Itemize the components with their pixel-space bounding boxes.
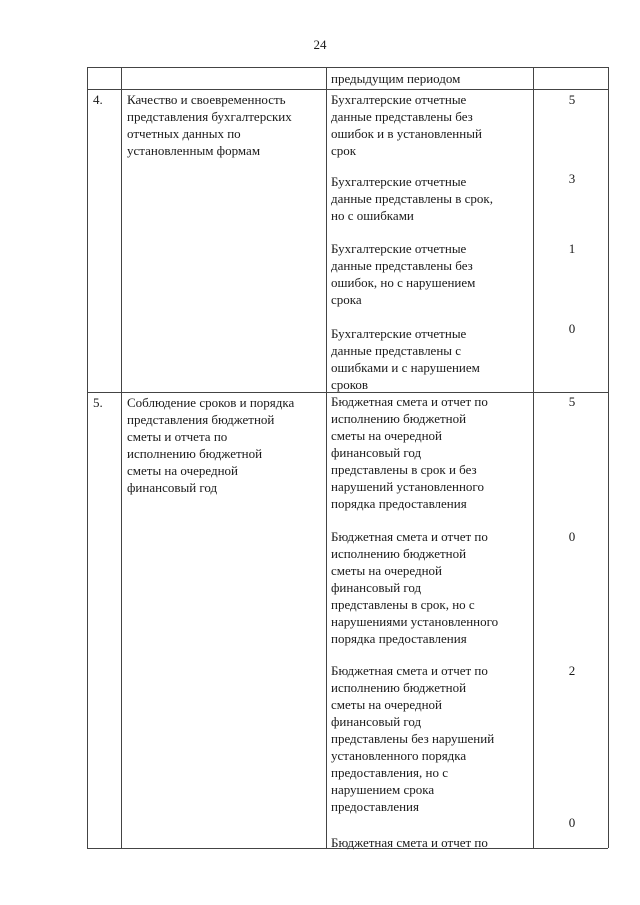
- option-text: [331, 240, 531, 308]
- criterion-text-line: Качество и своевременность: [127, 92, 286, 107]
- option-text: [331, 173, 531, 224]
- option-text: [331, 528, 531, 647]
- option-text-line: срока: [331, 292, 362, 307]
- table-border-vertical: [87, 67, 88, 848]
- score-value: 5: [568, 394, 576, 409]
- criterion-text-line: сметы на очередной: [127, 463, 239, 478]
- option-text-line: Бюджетная смета и отчет по: [331, 394, 488, 409]
- criterion-text-line: представления бюджетной: [127, 412, 275, 427]
- score-value: 0: [568, 815, 576, 830]
- criterion-text-line: финансовый год: [127, 480, 218, 495]
- option-text-line: ошибок и в установленный: [331, 126, 482, 141]
- option-text: [331, 834, 531, 851]
- criterion-text-line: установленным формам: [127, 143, 261, 158]
- option-text-line: финансовый год: [331, 714, 422, 729]
- table-border-vertical: [533, 67, 534, 848]
- score-value: 0: [568, 529, 576, 544]
- score-value: 0: [568, 321, 576, 336]
- score-value: 2: [568, 663, 576, 678]
- option-text-line: нарушениями установленного: [331, 614, 499, 629]
- page-number: 24: [313, 37, 327, 52]
- score-value: 5: [568, 92, 576, 107]
- option-text-line: представлены в срок, но с: [331, 597, 475, 612]
- option-text-line: Бухгалтерские отчетные: [331, 241, 467, 256]
- option-text-line: ошибок, но с нарушением: [331, 275, 476, 290]
- option-text-line: порядка предоставления: [331, 631, 467, 646]
- criterion-text-line: отчетных данных по: [127, 126, 241, 141]
- option-text-line: представлены без нарушений: [331, 731, 495, 746]
- option-text-line: исполнению бюджетной: [331, 680, 467, 695]
- option-text-line: нарушений установленного: [331, 479, 484, 494]
- criterion-text-line: сметы и отчета по: [127, 429, 228, 444]
- option-text-line: данные представлены с: [331, 343, 462, 358]
- option-text-line: Бюджетная смета и отчет по: [331, 835, 488, 850]
- continuation-text: [331, 70, 531, 87]
- table-border-horizontal: [87, 89, 608, 90]
- option-text-line: финансовый год: [331, 580, 422, 595]
- option-text-line: предоставления: [331, 799, 419, 814]
- criterion-text-line: представления бухгалтерских: [127, 109, 292, 124]
- score-value: 1: [568, 241, 576, 256]
- option-text: [331, 393, 531, 512]
- continuation-text-line: предыдущим периодом: [331, 71, 461, 86]
- option-text-line: исполнению бюджетной: [331, 411, 467, 426]
- option-text-line: данные представлены в срок,: [331, 191, 493, 206]
- option-text: [331, 662, 531, 815]
- option-text-line: данные представлены без: [331, 258, 473, 273]
- row-number: 5.: [93, 395, 103, 410]
- option-text-line: ошибками и с нарушением: [331, 360, 480, 375]
- option-text-line: Бухгалтерские отчетные: [331, 174, 467, 189]
- option-text-line: порядка предоставления: [331, 496, 467, 511]
- option-text-line: предоставления, но с: [331, 765, 448, 780]
- option-text-line: установленного порядка: [331, 748, 467, 763]
- option-text-line: Бухгалтерские отчетные: [331, 92, 467, 107]
- score-value: 3: [568, 171, 576, 186]
- option-text-line: нарушением срока: [331, 782, 435, 797]
- option-text-line: Бюджетная смета и отчет по: [331, 663, 488, 678]
- option-text-line: Бухгалтерские отчетные: [331, 326, 467, 341]
- option-text-line: сроков: [331, 377, 369, 392]
- option-text-line: но с ошибками: [331, 208, 414, 223]
- option-text: [331, 325, 531, 393]
- table-border-vertical: [121, 67, 122, 848]
- row-number: 4.: [93, 92, 103, 107]
- option-text-line: данные представлены без: [331, 109, 473, 124]
- table-border-vertical: [608, 67, 609, 848]
- option-text-line: финансовый год: [331, 445, 422, 460]
- option-text-line: Бюджетная смета и отчет по: [331, 529, 488, 544]
- option-text-line: сметы на очередной: [331, 428, 443, 443]
- option-text-line: сметы на очередной: [331, 563, 443, 578]
- option-text: [331, 91, 531, 159]
- criterion-text: [127, 394, 327, 496]
- option-text-line: срок: [331, 143, 357, 158]
- criterion-text-line: Соблюдение сроков и порядка: [127, 395, 295, 410]
- table-border-horizontal: [87, 67, 608, 68]
- criterion-text: [127, 91, 327, 159]
- option-text-line: сметы на очередной: [331, 697, 443, 712]
- option-text-line: представлены в срок и без: [331, 462, 477, 477]
- criterion-text-line: исполнению бюджетной: [127, 446, 263, 461]
- option-text-line: исполнению бюджетной: [331, 546, 467, 561]
